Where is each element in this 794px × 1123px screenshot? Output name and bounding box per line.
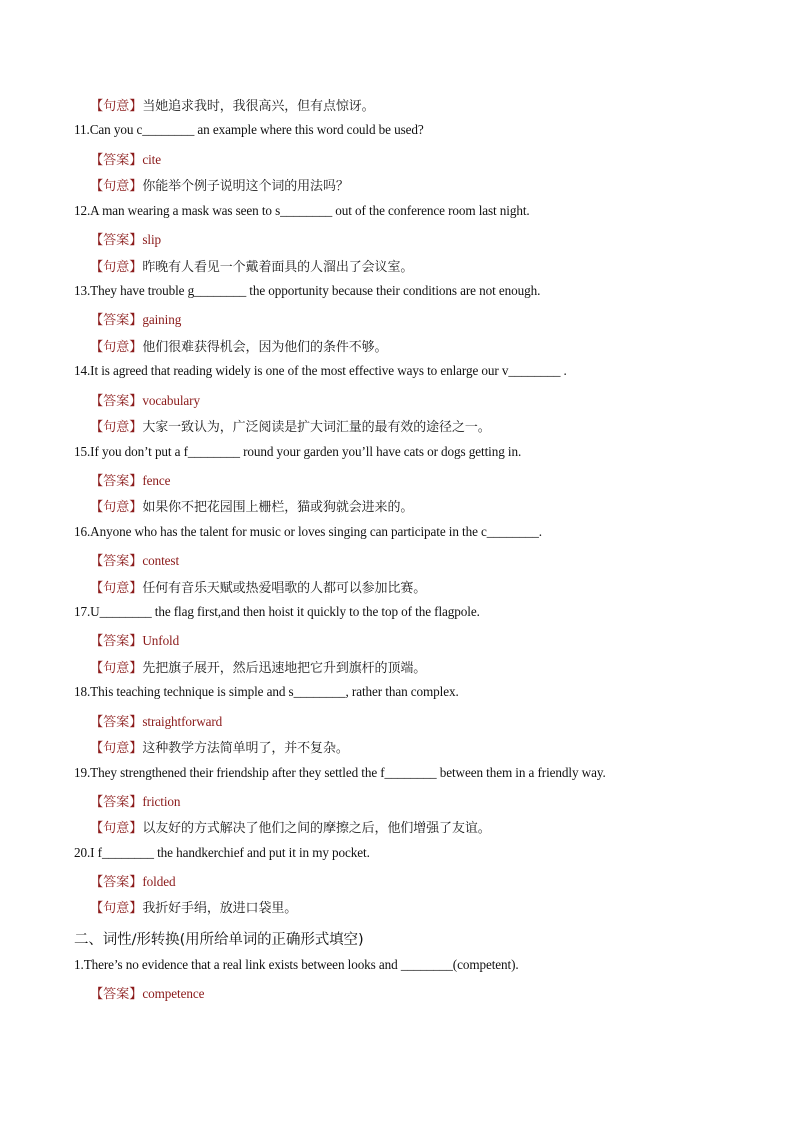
meaning-line: [90, 95, 375, 114]
answer-tag: 【答案】: [90, 473, 143, 488]
answer-tag: 【答案】: [90, 232, 143, 247]
meaning-line: [90, 336, 387, 355]
question-text: 20.I f________ the handkerchief and put it in my pocket.: [74, 845, 370, 860]
question-text: 13.They have trouble g________ the opportunity because their conditions are not enough.: [74, 283, 541, 298]
answer-text: slip: [142, 232, 162, 247]
answer-text: Unfold: [142, 633, 180, 648]
meaning-tag: 【句意】: [90, 419, 143, 434]
answer-tag: 【答案】: [90, 553, 143, 568]
answer-line: [90, 630, 179, 649]
meaning-line: [90, 256, 413, 275]
answer-text: friction: [142, 794, 181, 809]
answer-line: [90, 711, 222, 730]
meaning-tag: 【句意】: [90, 580, 143, 595]
answer-tag: 【答案】: [90, 633, 143, 648]
meaning-line: [90, 496, 413, 515]
answer-text: competence: [142, 986, 205, 1001]
answer-line: [90, 983, 204, 1002]
answer-line: [90, 309, 181, 328]
answer-line: [90, 470, 170, 489]
answer-line: [90, 550, 179, 569]
answer-tag: 【答案】: [90, 986, 143, 1001]
answer-tag: 【答案】: [90, 794, 143, 809]
question-text: 19.They strengthened their friendship after they settled the f________ between them in a friendly way.: [74, 765, 606, 780]
meaning-tag: 【句意】: [90, 820, 143, 835]
question-text: 1.There’s no evidence that a real link exists between looks and ________(competent).: [74, 957, 519, 972]
answer-text: straightforward: [142, 714, 223, 729]
meaning-text: 如果你不把花园围上栅栏，猫或狗就会进来的。: [142, 500, 414, 515]
answer-text: vocabulary: [142, 393, 200, 408]
meaning-tag: 【句意】: [90, 499, 143, 514]
question-text: 18.This teaching technique is simple and s________, rather than complex.: [74, 684, 459, 699]
meaning-text: 以友好的方式解决了他们之间的摩擦之后，他们增强了友谊。: [142, 821, 491, 836]
question-text: 15.If you don’t put a f________ round your garden you’ll have cats or dogs getting in.: [74, 444, 522, 459]
answer-text: gaining: [142, 312, 182, 327]
answer-tag: 【答案】: [90, 393, 143, 408]
answer-line: [90, 149, 161, 168]
answer-tag: 【答案】: [90, 152, 143, 167]
meaning-line: [90, 175, 349, 194]
meaning-tag: 【句意】: [90, 178, 143, 193]
question-text: 12.A man wearing a mask was seen to s________ out of the conference room last night.: [74, 203, 530, 218]
meaning-line: [90, 737, 349, 756]
meaning-text: 先把旗子展开，然后迅速地把它升到旗杆的顶端。: [142, 661, 427, 676]
answer-text: fence: [142, 473, 171, 488]
answer-tag: 【答案】: [90, 312, 143, 327]
meaning-tag: 【句意】: [90, 339, 143, 354]
answer-text: cite: [142, 152, 161, 167]
question-text: 11.Can you c________ an example where this word could be used?: [74, 122, 424, 137]
meaning-tag: 【句意】: [90, 98, 143, 113]
meaning-line: [90, 817, 491, 836]
meaning-text: 他们很难获得机会，因为他们的条件不够。: [142, 340, 388, 355]
meaning-tag: 【句意】: [90, 900, 143, 915]
meaning-line: [90, 657, 426, 676]
meaning-line: [90, 897, 297, 916]
meaning-text: 我折好手绢，放进口袋里。: [142, 901, 298, 916]
meaning-text: 大家一致认为，广泛阅读是扩大词汇量的最有效的途径之一。: [142, 420, 491, 435]
meaning-tag: 【句意】: [90, 740, 143, 755]
answer-text: contest: [142, 553, 180, 568]
answer-line: [90, 871, 175, 890]
question-text: 14.It is agreed that reading widely is one of the most effective ways to enlarge our v________ .: [74, 363, 567, 378]
meaning-text: 这种教学方法简单明了，并不复杂。: [142, 741, 349, 756]
answer-line: [90, 390, 200, 409]
answer-line: [90, 791, 180, 810]
meaning-line: [90, 577, 426, 596]
answer-line: [90, 229, 161, 248]
section-heading: 二、词性/形转换(用所给单词的正确形式填空): [74, 932, 364, 948]
meaning-text: 你能举个例子说明这个词的用法吗？: [142, 179, 349, 194]
answer-tag: 【答案】: [90, 874, 143, 889]
meaning-line: [90, 416, 491, 435]
question-text: 16.Anyone who has the talent for music or loves singing can participate in the c________.: [74, 524, 542, 539]
answer-tag: 【答案】: [90, 714, 143, 729]
meaning-text: 昨晚有人看见一个戴着面具的人溜出了会议室。: [142, 260, 414, 275]
question-text: 17.U________ the flag first,and then hoist it quickly to the top of the flagpole.: [74, 604, 480, 619]
meaning-text: 当她追求我时，我很高兴，但有点惊讶。: [142, 99, 375, 114]
meaning-text: 任何有音乐天赋或热爱唱歌的人都可以参加比赛。: [142, 581, 427, 596]
meaning-tag: 【句意】: [90, 259, 143, 274]
answer-text: folded: [142, 874, 176, 889]
meaning-tag: 【句意】: [90, 660, 143, 675]
